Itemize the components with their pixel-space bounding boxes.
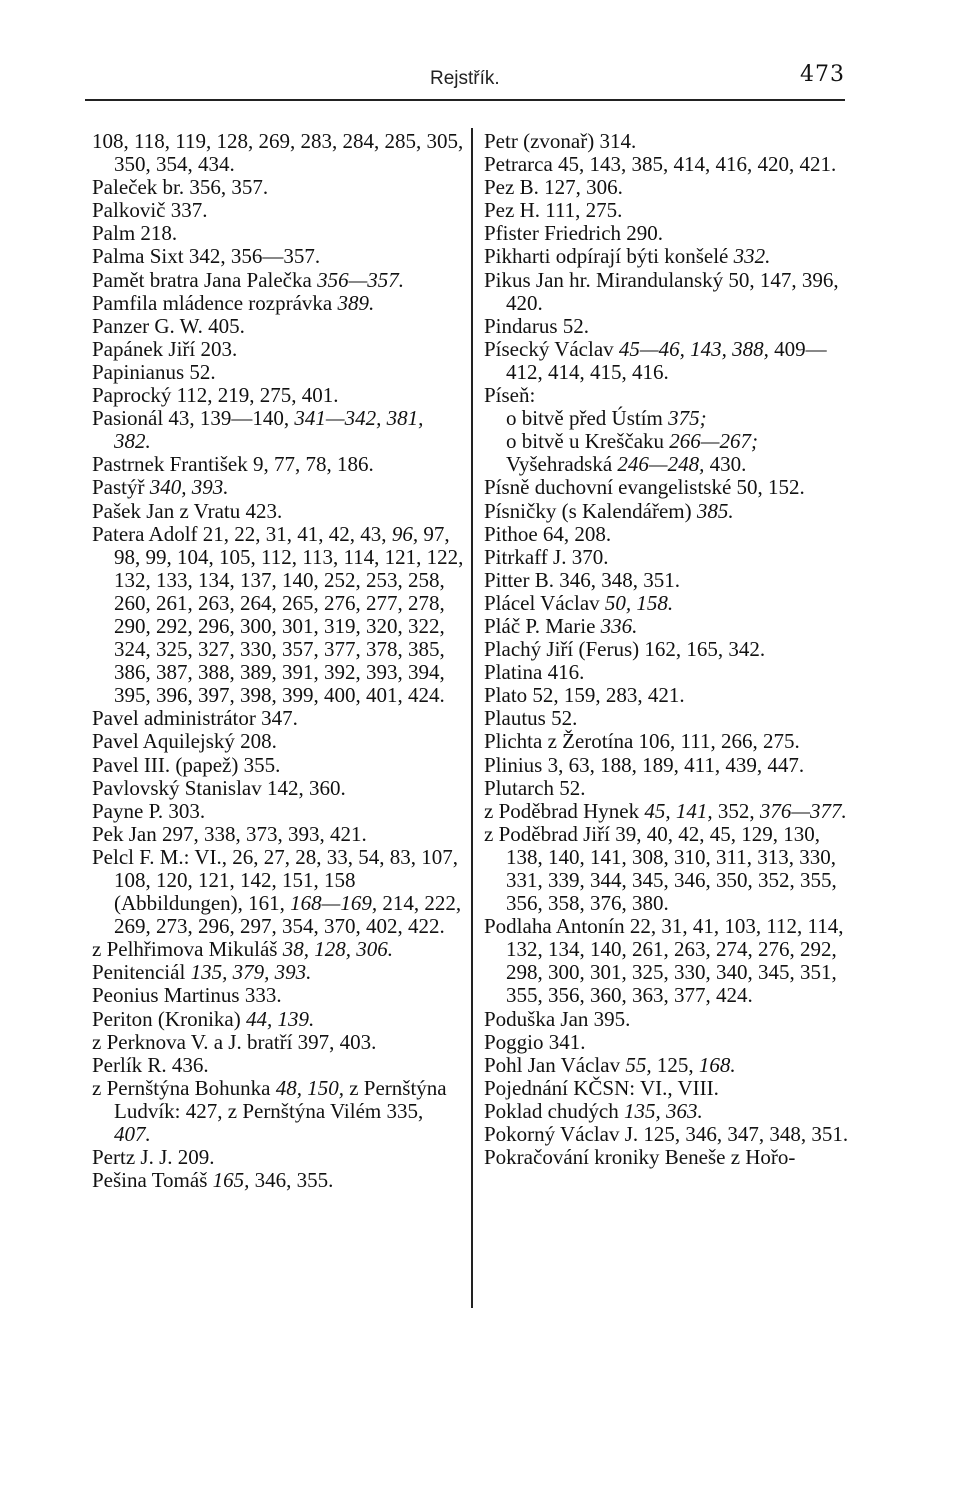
entry-text-run: Pavel III. (papež) 355. [92, 752, 281, 777]
entry-text-run: Platina 416. [484, 660, 585, 685]
entry-italic-run: 341—342, 381, 382. [114, 406, 424, 454]
entry-italic-run: 332. [733, 244, 771, 269]
index-entry [506, 453, 858, 476]
index-entry [92, 1054, 464, 1077]
entry-text-run: Pikharti odpírají býti konšelé [484, 244, 734, 269]
index-entry [484, 915, 858, 1007]
index-entry [484, 823, 858, 915]
entry-text-run: Poklad chudých [484, 1098, 624, 1123]
entry-text-run: Plichta z Žerotína 106, 111, 266, 275. [484, 729, 800, 754]
index-entry [484, 222, 858, 245]
entry-text-run: 409—412, 414, 415, 416. [506, 336, 827, 384]
index-entry [92, 1169, 464, 1192]
entry-text-run: Plácel Václav [484, 590, 605, 615]
entry-text-run: Palkovič 337. [92, 198, 208, 223]
index-entry [92, 384, 464, 407]
entry-text-run: 97, 98, 99, 104, 105, 112, 113, 114, 121, 122, 132, 133, 134, 137, 140, 252, 253, 258, 260, 261, 263, 264, 265, 276, 277, 278, 290, 292, 296, 300, 301, 319, 320, 322, 324, 325, 327, 330, 357, 377, 378, 385, 386, 387, 388, 389, 391, 392, 393, 394, 395, 396, 397, 398, 399, 400, 401, 424. [114, 521, 464, 708]
index-entry [484, 315, 858, 338]
index-entry [484, 800, 858, 823]
index-entry [92, 523, 464, 708]
entry-italic-run: 50, 158. [604, 590, 674, 615]
index-entry [484, 476, 858, 499]
entry-text-run: Poduška Jan 395. [484, 1006, 631, 1031]
index-entry [484, 384, 858, 407]
entry-italic-run: 389. [337, 290, 375, 315]
index-entry [484, 569, 858, 592]
right-column [484, 130, 858, 1169]
entry-text-run: Plautus 52. [484, 706, 578, 731]
index-entry [92, 500, 464, 523]
entry-text-run: Písecký Václav [484, 336, 619, 361]
entry-text-run: Pojednání KČSN: VI., VIII. [484, 1075, 719, 1100]
entry-text-run: Pikus Jan hr. Mirandulanský 50, 147, 396, 420. [484, 267, 839, 315]
entry-text-run: Pastrnek František 9, 77, 78, 186. [92, 452, 374, 477]
entry-text-run: Pašek Jan z Vratu 423. [92, 498, 283, 523]
index-entry [484, 130, 858, 153]
entry-text-run: Palm 218. [92, 221, 178, 246]
index-entry [484, 199, 858, 222]
index-entry [484, 500, 858, 523]
index-entry [484, 777, 858, 800]
entry-text-run: Pitrkaff J. 370. [484, 544, 609, 569]
entry-text-run: 346, 355. [249, 1168, 334, 1193]
entry-text-run: Papánek Jiří 203. [92, 336, 238, 361]
entry-text-run: Pohl Jan Václav [484, 1052, 626, 1077]
index-entry [92, 176, 464, 199]
entry-italic-run: 96, [391, 521, 419, 546]
entry-text-run: Palma Sixt 342, 356—357. [92, 244, 321, 269]
entry-text-run: Plachý Jiří (Ferus) 162, 165, 342. [484, 637, 766, 662]
index-entry [484, 638, 858, 661]
entry-text-run: Poggio 341. [484, 1029, 586, 1054]
entry-text-run: Pitter B. 346, 348, 351. [484, 567, 681, 592]
entry-text-run: Pelcl F. M.: VI., 26, 27, 28, 33, 54, 83, 107, 108, 120, 121, 142, 151, 158 (Abbildungen), 161, [92, 844, 459, 916]
entry-italic-run: 165, [212, 1168, 250, 1193]
index-entry [92, 315, 464, 338]
entry-text-run: z Poděbrad Jiří 39, 40, 42, 45, 129, 130, 138, 140, 141, 308, 310, 311, 313, 330, 331, 339, 344, 345, 346, 350, 352, 355, 356, 358, 376, 380. [484, 821, 837, 916]
entry-text-run: Pamět bratra Jana Palečka [92, 267, 318, 292]
entry-text-run: Pek Jan 297, 338, 373, 393, 421. [92, 821, 367, 846]
entry-text-run: Pez B. 127, 306. [484, 175, 623, 200]
entry-text-run: Pláč P. Marie [484, 613, 601, 638]
entry-text-run: Písničky (s Kalendářem) [484, 498, 697, 523]
index-entry [92, 823, 464, 846]
entry-text-run: Payne P. 303. [92, 798, 206, 823]
entry-text-run: z Perknova V. a J. bratří 397, 403. [92, 1029, 377, 1054]
entry-italic-run: 168. [698, 1052, 736, 1077]
index-entry [92, 1031, 464, 1054]
index-entry [484, 523, 858, 546]
entry-italic-run: 45—46, 143, 388, [618, 336, 769, 361]
entry-text-run: Petr (zvonař) 314. [484, 129, 637, 153]
index-entry [92, 1146, 464, 1169]
entry-text-run: Pastýř [92, 475, 150, 500]
index-entry [484, 1146, 858, 1169]
index-entry [92, 476, 464, 499]
entry-text-run: Pamfila mládence rozprávka [92, 290, 338, 315]
entry-text-run: Paleček br. 356, 357. [92, 175, 269, 200]
index-entry [484, 592, 858, 615]
left-column [92, 130, 464, 1192]
index-entry [92, 938, 464, 961]
index-entry [484, 707, 858, 730]
index-entry [92, 846, 464, 938]
index-entry [484, 338, 858, 384]
entry-italic-run: 340, 393. [149, 475, 229, 500]
entry-italic-run: 376—377. [759, 798, 847, 823]
entry-text-run: Plinius 3, 63, 188, 189, 411, 439, 447. [484, 752, 805, 777]
index-entry [484, 153, 858, 176]
index-entry [484, 1031, 858, 1054]
index-entry [92, 245, 464, 268]
entry-text-run: 125, [651, 1052, 699, 1077]
index-entry [92, 800, 464, 823]
entry-text-run: Petrarca 45, 143, 385, 414, 416, 420, 421. [484, 152, 837, 177]
entry-text-run: Vyšehradská [506, 452, 618, 477]
index-entry [92, 130, 464, 176]
index-entry [92, 1077, 464, 1146]
entry-italic-run: 168—169, [290, 891, 378, 916]
index-entry [484, 1077, 858, 1100]
index-entry [506, 430, 858, 453]
header-rule [85, 99, 845, 101]
index-entry [506, 407, 858, 430]
index-entry [92, 777, 464, 800]
entry-text-run: 430. [704, 452, 747, 477]
entry-text-run: Pokorný Václav J. 125, 346, 347, 348, 351. [484, 1122, 849, 1147]
entry-italic-run: 45, 141, [644, 798, 713, 823]
entry-text-run: Píseň: [484, 383, 536, 408]
index-entry [484, 1008, 858, 1031]
entry-text-run: o bitvě před Ústím [506, 406, 669, 431]
entry-italic-run: 48, 150, [275, 1075, 344, 1100]
entry-text-run: Pez H. 111, 275. [484, 198, 623, 223]
entry-italic-run: 336. [600, 613, 638, 638]
entry-text-run: Pithoe 64, 208. [484, 521, 612, 546]
index-entry [92, 707, 464, 730]
entry-text-run: 214, 222, 269, 273, 296, 297, 354, 370, 402, 422. [114, 891, 462, 939]
entry-text-run: Periton (Kronika) [92, 1006, 246, 1031]
index-entry [92, 961, 464, 984]
entry-text-run: Paprocký 112, 219, 275, 401. [92, 383, 339, 408]
index-entry [92, 754, 464, 777]
index-entry [484, 176, 858, 199]
index-entry [484, 615, 858, 638]
column-divider [471, 128, 473, 1308]
entry-text-run: Písně duchovní evangelistské 50, 152. [484, 475, 805, 500]
index-entry [484, 245, 858, 268]
page-header [85, 62, 845, 98]
index-entry [484, 269, 858, 315]
index-entry [484, 661, 858, 684]
entry-italic-run: 385. [696, 498, 734, 523]
entry-text-run: Plutarch 52. [484, 775, 586, 800]
entry-text-run: z Pernštýna Ludvík: 427, z Pernštýna Vilém 335, [114, 1075, 447, 1123]
entry-text-run: Penitenciál [92, 960, 191, 985]
entry-text-run: 352, [712, 798, 760, 823]
entry-text-run: Patera Adolf 21, 22, 31, 41, 42, 43, [92, 521, 392, 546]
index-entry [92, 1008, 464, 1031]
entry-text-run: z Pernštýna Bohunka [92, 1075, 276, 1100]
entry-text-run: Pavlovský Stanislav 142, 360. [92, 775, 346, 800]
entry-text-run: Plato 52, 159, 283, 421. [484, 683, 685, 708]
page-number: 473 [800, 62, 845, 87]
entry-italic-run: 246—248, [617, 452, 705, 477]
index-entry [92, 361, 464, 384]
entry-text-run: Pavel Aquilejský 208. [92, 729, 277, 754]
index-entry [484, 1054, 858, 1077]
entry-text-run: Panzer G. W. 405. [92, 313, 245, 338]
entry-text-run: Podlaha Antonín 22, 31, 41, 103, 112, 114, 132, 134, 140, 261, 263, 274, 276, 292, 298, 300, 301, 325, 330, 340, 345, 351, 355, 356, 360, 363, 377, 424. [484, 914, 844, 1008]
index-entry [92, 453, 464, 476]
entry-italic-run: 135, 379, 393. [190, 960, 312, 985]
entry-text-run: Pavel administrátor 347. [92, 706, 298, 731]
index-entry [92, 269, 464, 292]
index-entry [484, 1123, 858, 1146]
index-entry [92, 292, 464, 315]
entry-text-run: z Pelhřimova Mikuláš [92, 937, 283, 962]
entry-text-run: Pokračování kroniky Beneše z Hořo- [484, 1145, 796, 1170]
entry-italic-run: 407. [114, 1122, 151, 1147]
index-entry [92, 222, 464, 245]
entry-italic-run: 44, 139. [245, 1006, 315, 1031]
index-entry [92, 730, 464, 753]
entry-italic-run: 135, 363. [623, 1098, 703, 1123]
index-entry [92, 199, 464, 222]
entry-italic-run: 375; [668, 406, 707, 431]
entry-text-run: Pindarus 52. [484, 313, 589, 338]
index-entry [484, 546, 858, 569]
index-entry [92, 338, 464, 361]
index-entry [484, 730, 858, 753]
entry-italic-run: 266—267; [669, 429, 758, 454]
index-entry [484, 754, 858, 777]
entry-text-run: Peonius Martinus 333. [92, 983, 282, 1008]
entry-italic-run: 356—357. [317, 267, 405, 292]
entry-text-run: Pertz J. J. 209. [92, 1145, 215, 1170]
entry-text-run: Pfister Friedrich 290. [484, 221, 664, 246]
index-entry [484, 1100, 858, 1123]
entry-text-run: Papinianus 52. [92, 359, 216, 384]
entry-text-run: z Poděbrad Hynek [484, 798, 645, 823]
index-entry [92, 984, 464, 1007]
running-title: Rejstřík. [430, 68, 500, 89]
entry-text-run: o bitvě u Kreščaku [506, 429, 670, 454]
index-entry [92, 407, 464, 453]
entry-text-run: Pasionál 43, 139—140, [92, 406, 295, 431]
entry-italic-run: 38, 128, 306. [282, 937, 393, 962]
entry-text-run: Pešina Tomáš [92, 1168, 213, 1193]
entry-text-run: Perlík R. 436. [92, 1052, 209, 1077]
index-entry [484, 684, 858, 707]
entry-text-run: 108, 118, 119, 128, 269, 283, 284, 285, 305, 350, 354, 434. [92, 129, 464, 177]
entry-italic-run: 55, [625, 1052, 652, 1077]
